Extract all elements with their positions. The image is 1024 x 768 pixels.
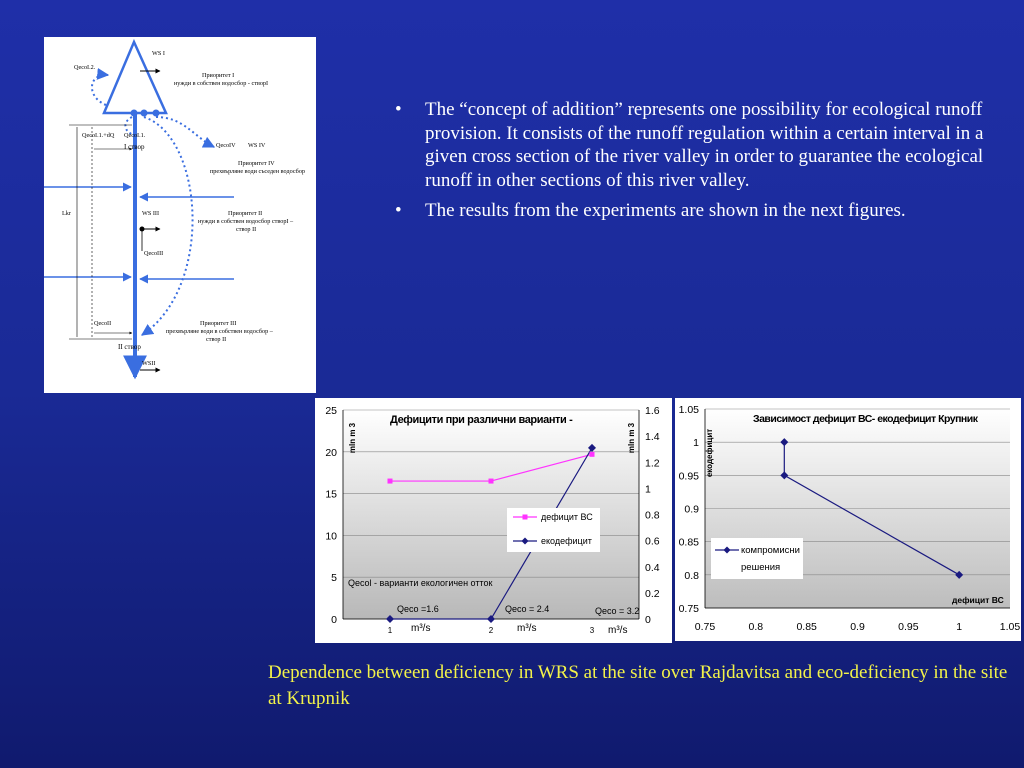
y-tick-label: 0.75: [678, 603, 699, 615]
x-tick-label: 1: [956, 621, 963, 633]
priority2-title: Приоритет II: [228, 210, 263, 217]
annotation-unit1: m³/s: [411, 623, 431, 634]
x-tick-label: 0.95: [898, 621, 919, 633]
figure-caption: Dependence between deficiency in WRS at the site over Rajdavitsa and eco-deficiency in the site at Krupnik: [268, 662, 1008, 709]
y-left-tick-label: 20: [325, 446, 337, 459]
annotation-q3: Qeco = 3.2: [595, 606, 640, 616]
priority1-desc: нужди в собствен водосбор - створI: [174, 80, 269, 87]
x-tick-label: 0.85: [796, 621, 817, 633]
chart2-legend: [711, 538, 803, 579]
ws3-label: WS III: [142, 210, 160, 217]
ecodeficit-dependence-chart: [675, 398, 1021, 641]
outlet-dot: [141, 110, 148, 117]
qeco-l1-dq-label: QecoI.1.+dQ: [82, 132, 115, 139]
qeco-iv-label: QecoIV: [216, 142, 236, 149]
y-right-tick-label: 1.6: [645, 405, 660, 417]
y-left-tick-label: 25: [325, 405, 337, 417]
legend-deficit: дефицит ВС: [541, 512, 593, 522]
chart1-title: Дефицити при различни варианти -: [390, 414, 573, 426]
x-tick-label: 2: [488, 626, 494, 635]
ws1-label: WS I: [152, 50, 165, 57]
y-right-tick-label: 1: [645, 483, 651, 496]
y-tick-label: 0.95: [678, 470, 699, 483]
lkr-label: Lkr: [62, 210, 71, 217]
point-deficit: [388, 479, 393, 484]
y-right-tick-label: 0.2: [645, 587, 660, 600]
y-tick-label: 1.05: [678, 404, 699, 416]
annotation-unit2: m³/s: [517, 623, 537, 634]
y-tick-label: 0.85: [678, 536, 699, 549]
legend-ecodeficit: екодефицит: [541, 536, 592, 546]
bullet-item: • The “concept of addition” represents one possibility for ecological runoff provision. It consists of the runoff regulation within a certain interval in a given cross section of the river valley in order to guarantee the ecological runoff in other sections of this river valley.: [395, 98, 995, 192]
chart2-title: Зависимост дефицит ВС- екодефицит Крупник: [753, 413, 978, 425]
water-scheme-diagram: [44, 37, 316, 393]
priority4-title: Приоритет IV: [238, 160, 275, 167]
priority4-desc: прехвърляне води съседен водосбор: [210, 168, 306, 175]
x-tick-label: 1: [387, 626, 393, 635]
legend-compromise-2: решения: [741, 562, 781, 573]
point-deficit: [590, 452, 595, 457]
x-tick-label: 0.8: [748, 621, 764, 633]
y-right-tick-label: 0: [645, 614, 651, 626]
section2-label: II створ: [118, 343, 141, 351]
y-right-tick-label: 0.8: [645, 509, 660, 522]
y-tick-label: 0.8: [684, 569, 699, 582]
annotation-q2: Qeco = 2.4: [505, 604, 550, 614]
annotation-unit3: m³/s: [608, 625, 628, 636]
x-tick-label: 0.9: [850, 621, 865, 633]
qeco-iii-label: QecoIII: [144, 250, 164, 257]
annotation-q1: Qeco =1.6: [397, 604, 439, 614]
priority2-desc1: нужди в собствен водосбор створI –: [198, 218, 294, 225]
y-right-tick-label: 1.2: [645, 457, 660, 470]
y-left-tick-label: 10: [325, 530, 337, 543]
y-left-tick-label: 0: [331, 614, 337, 626]
x-tick-label: 1.05: [999, 621, 1021, 633]
deficit-variants-chart: [315, 398, 672, 643]
legend-compromise-1: компромисни: [741, 545, 800, 556]
legend-marker-square: [523, 515, 528, 520]
transfer-curve-iii: [142, 117, 193, 335]
chart2-xlabel: дефицит ВС: [952, 595, 1004, 605]
chart1-legend: [507, 508, 600, 552]
transfer-curve-l2: [92, 75, 108, 105]
y-right-tick-label: 0.4: [645, 561, 660, 574]
annotation-variants: Qecol - варианти екологичен отток: [348, 578, 493, 588]
y-tick-label: 1: [693, 437, 699, 450]
outlet-dot: [153, 110, 160, 117]
y-left-tick-label: 15: [325, 488, 337, 501]
priority2-desc2: створ II: [236, 226, 257, 233]
chart2-ylabel: екодефицит: [705, 428, 714, 478]
x-tick-label: 3: [589, 626, 595, 635]
priority3-desc2: створ II: [206, 336, 227, 343]
bullet-list: [395, 98, 995, 230]
section1-label: I створ: [124, 143, 145, 151]
qeco-ii-label: QecoII: [94, 320, 112, 327]
bullet-item: • The results from the experiments are shown in the next figures.: [395, 199, 995, 223]
x-tick-label: 0.75: [694, 621, 716, 633]
qeco-l2-label: QecoI.2.: [74, 64, 96, 71]
ws2-label: WSII: [142, 360, 156, 367]
priority3-title: Приоритет III: [200, 320, 237, 327]
y-left-tick-label: 5: [331, 572, 337, 585]
chart1-ylabel-right: mln m 3: [627, 422, 636, 454]
priority1-title: Приоритет I: [202, 72, 235, 79]
chart1-ylabel-left: mln m 3: [348, 422, 357, 454]
outlet-dot: [131, 110, 138, 117]
y-right-tick-label: 0.6: [645, 535, 660, 548]
y-tick-label: 0.9: [684, 503, 699, 516]
point-deficit: [489, 479, 494, 484]
qeco-l1-label: QecoI.1.: [124, 132, 146, 139]
ws4-label: WS IV: [248, 142, 266, 149]
priority3-desc1: прехвърляне води в собствен водосбор –: [166, 328, 273, 335]
y-right-tick-label: 1.4: [645, 431, 660, 444]
